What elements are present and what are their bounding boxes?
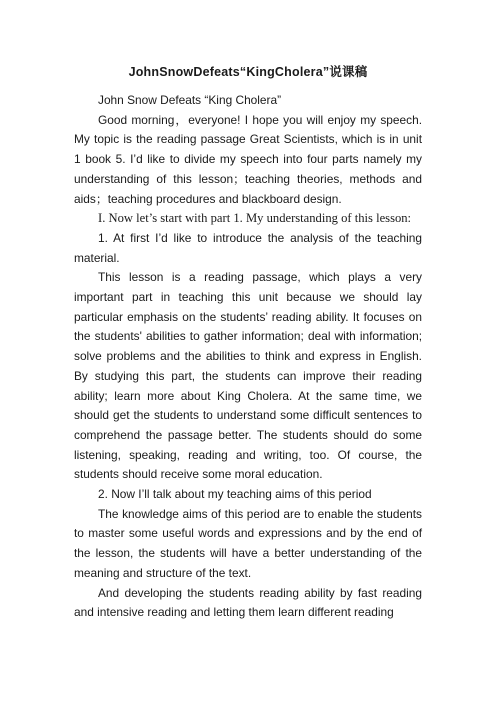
lesson-subtitle: John Snow Defeats “King Cholera” — [98, 93, 282, 107]
paragraph-greeting: Good morning，everyone! I hope you will enjoy my speech. My topic is the reading passage Great Scientists, which is in unit 1 book 5. I’d like to divide my speech into four parts namely my understanding of this lesson；teaching theories, methods and aids；teaching procedures and blackboard design. — [74, 112, 422, 206]
paragraph-teaching-aims-heading: 2. Now I’ll talk about my teaching aims of this period — [98, 487, 372, 502]
paragraph-part-one-heading: I. Now let’s start with part 1. My understanding of this lesson: — [98, 211, 412, 226]
paragraph-knowledge-aims: The knowledge aims of this period are to enable the students to master some useful words and expressions and by the end of the lesson, the students will have a better understanding of the meaning and structure of the text. — [74, 506, 422, 580]
paragraph-lesson-analysis: This lesson is a reading passage, which plays a very important part in teaching this unit because we should lay particular emphasis on the students’ reading ability. It focuses on the students' abilities to gather information; deal with information; solve problems and the abilities to think and express in English. By studying this part, the students can improve their reading ability; learn more about King Cholera. At the same time, we should get the students to understand some difficult sentences to comprehend the passage better. The students should do some listening, speaking, reading and writing, too. Of course, the students should receive some moral education. — [74, 270, 422, 482]
document-title: JohnSnowDefeats“KingCholera”说课稿 — [128, 65, 368, 79]
paragraph-teaching-material-intro: 1. At first I’d like to introduce the analysis of the teaching material. — [74, 230, 422, 265]
paragraph-reading-ability: And developing the students reading ability by fast reading and intensive reading and letting them learn different reading — [74, 585, 422, 620]
